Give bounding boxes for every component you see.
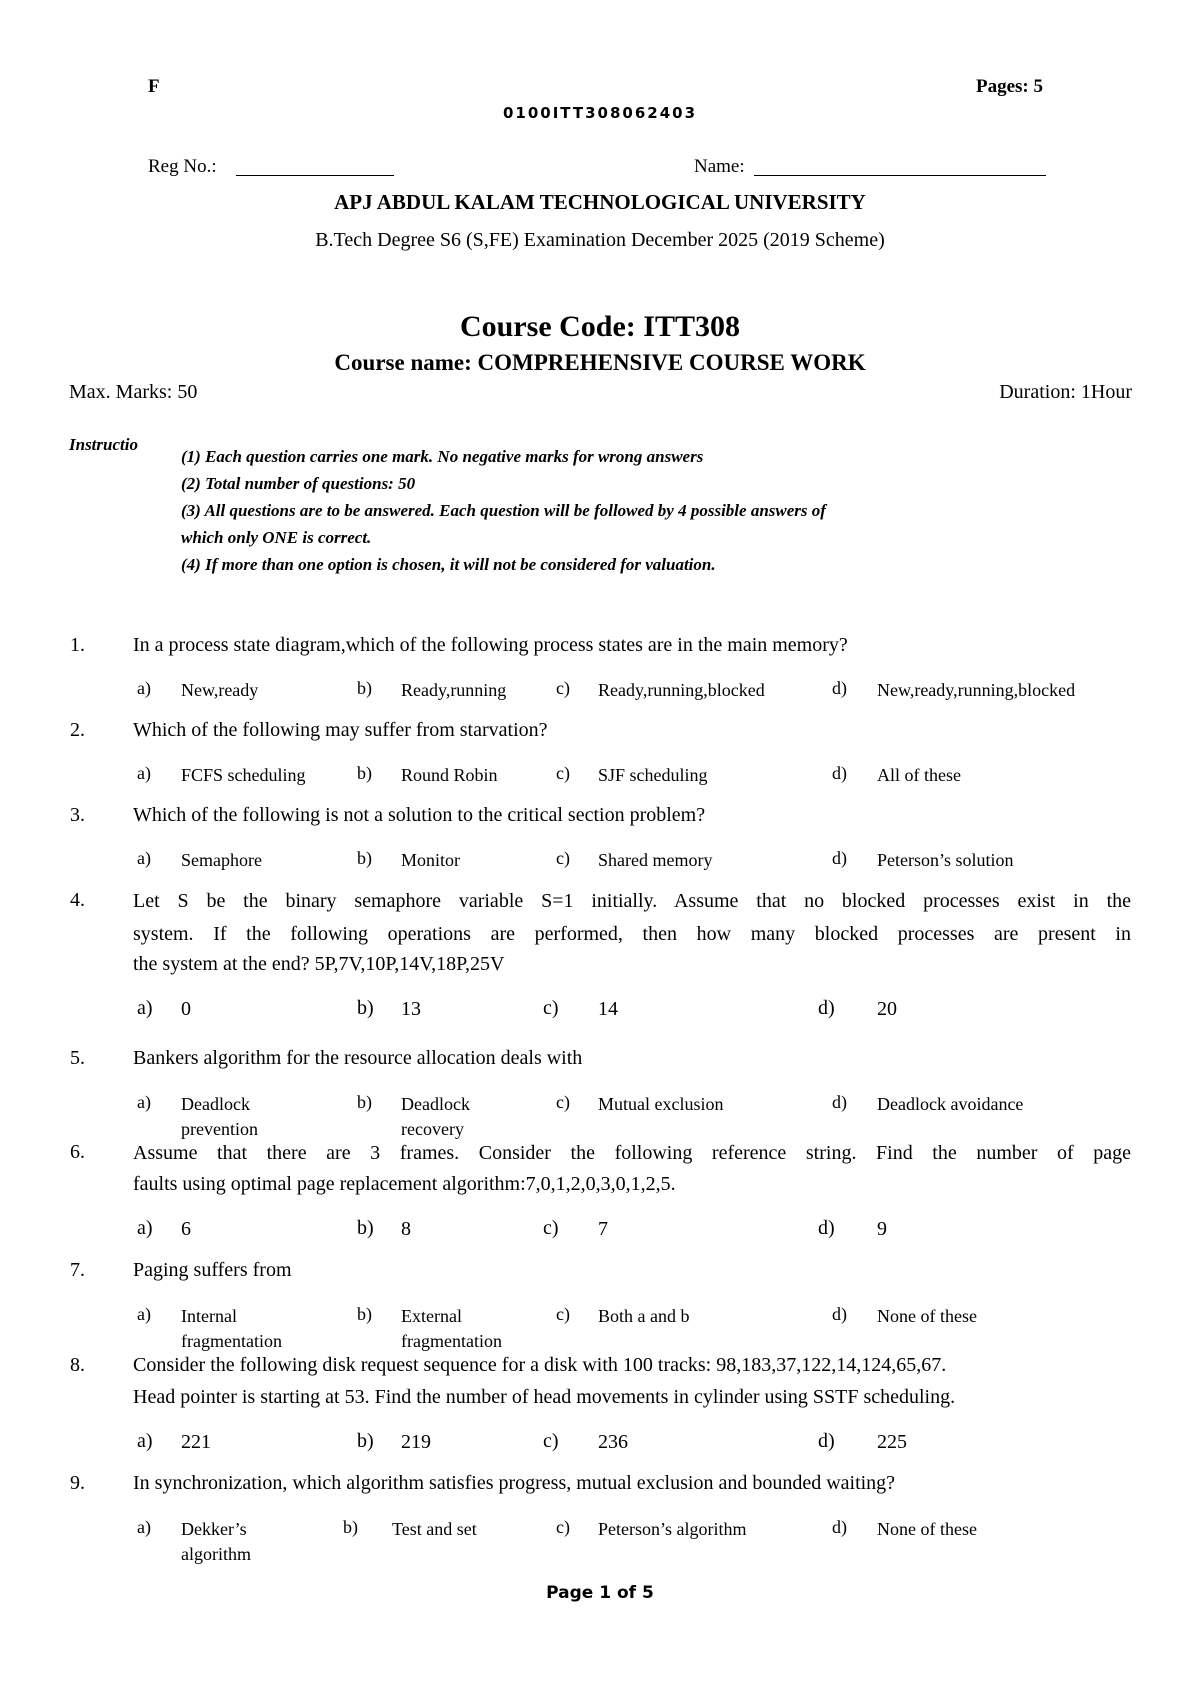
option-letter: a): [137, 1092, 151, 1112]
option-text: 8: [401, 1218, 411, 1240]
option-text: 7: [598, 1218, 608, 1240]
name-field-line: [754, 175, 1046, 176]
instruction-item: (3) All questions are to be answered. Each question will be followed by 4 possible answers of: [181, 501, 826, 520]
option-letter: b): [357, 1217, 374, 1239]
option-letter: b): [357, 678, 372, 698]
option-letter: c): [556, 763, 570, 783]
option-text: New,ready,running,blocked: [877, 680, 1076, 700]
question-text-line: Consider the following disk request sequence for a disk with 100 tracks: 98,183,37,122,14,124,65,67.: [133, 1354, 947, 1376]
option-text: External: [401, 1306, 462, 1326]
option-letter: c): [543, 1217, 559, 1239]
option-letter: b): [357, 848, 372, 868]
option-text: Round Robin: [401, 765, 498, 785]
option-letter: c): [543, 997, 559, 1019]
option-text-line2: prevention: [181, 1119, 258, 1139]
question-text: Paging suffers from: [133, 1259, 292, 1281]
option-text-line2: recovery: [401, 1119, 464, 1139]
option-letter: d): [832, 763, 847, 783]
option-letter: c): [556, 678, 570, 698]
option-text-line2: fragmentation: [181, 1331, 282, 1351]
university-name: APJ ABDUL KALAM TECHNOLOGICAL UNIVERSITY: [334, 190, 866, 214]
question-number: 3.: [70, 804, 85, 826]
question-text-line: faults using optimal page replacement algorithm:7,0,1,2,0,3,0,1,2,5.: [133, 1173, 676, 1195]
option-letter: d): [818, 997, 835, 1019]
option-text: 9: [877, 1218, 887, 1240]
instructions-label: Instructio: [69, 435, 138, 454]
option-text: FCFS scheduling: [181, 765, 306, 785]
set-letter: F: [148, 76, 160, 97]
max-marks: Max. Marks: 50: [69, 381, 198, 403]
option-text: 225: [877, 1431, 907, 1453]
option-text: Deadlock: [401, 1094, 470, 1114]
option-letter: d): [832, 1517, 847, 1537]
question-number: 6.: [70, 1141, 85, 1163]
instruction-item: (4) If more than one option is chosen, it will not be considered for valuation.: [181, 555, 716, 574]
question-number: 8.: [70, 1354, 85, 1376]
option-text: Ready,running,blocked: [598, 680, 765, 700]
option-text-line2: fragmentation: [401, 1331, 502, 1351]
option-letter: c): [556, 848, 570, 868]
reg-no-field-line: [236, 175, 394, 176]
option-letter: a): [137, 997, 153, 1019]
option-letter: d): [832, 1304, 847, 1324]
option-letter: c): [556, 1092, 570, 1112]
name-label: Name:: [694, 156, 745, 177]
course-name: Course name: COMPREHENSIVE COURSE WORK: [334, 350, 866, 375]
option-text: Peterson’s algorithm: [598, 1519, 747, 1539]
option-text-line2: algorithm: [181, 1544, 251, 1564]
option-text: 221: [181, 1431, 211, 1453]
option-text: None of these: [877, 1306, 977, 1326]
option-letter: d): [832, 678, 847, 698]
option-text: 236: [598, 1431, 628, 1453]
option-text: Monitor: [401, 850, 461, 870]
option-letter: b): [357, 1304, 372, 1324]
option-letter: a): [137, 1217, 153, 1239]
option-text: New,ready: [181, 680, 259, 700]
option-text: Internal: [181, 1306, 237, 1326]
instruction-item: which only ONE is correct.: [181, 528, 372, 547]
option-text: Semaphore: [181, 850, 262, 870]
question-paper-code: 0100ITT308062403: [502, 104, 698, 122]
option-letter: d): [818, 1430, 835, 1452]
page-number-footer: Page 1 of 5: [546, 1583, 654, 1603]
option-text: Dekker’s: [181, 1519, 247, 1539]
option-text: Deadlock avoidance: [877, 1094, 1024, 1114]
question-text-line: Let S be the binary semaphore variable S=1 initially. Assume that no blocked processes exist in the: [133, 890, 1131, 912]
option-text: 6: [181, 1218, 191, 1240]
option-letter: b): [343, 1517, 358, 1537]
option-text: None of these: [877, 1519, 977, 1539]
option-text: 20: [877, 998, 897, 1020]
question-number: 7.: [70, 1259, 85, 1281]
option-text: All of these: [877, 765, 961, 785]
duration: Duration: 1Hour: [999, 381, 1132, 403]
question-number: 4.: [70, 889, 85, 911]
option-letter: b): [357, 1092, 372, 1112]
option-letter: c): [556, 1517, 570, 1537]
question-text-line: Head pointer is starting at 53. Find the number of head movements in cylinder using SSTF scheduling.: [133, 1386, 956, 1408]
option-letter: c): [556, 1304, 570, 1324]
option-letter: b): [357, 997, 374, 1019]
reg-no-label: Reg No.:: [148, 156, 217, 177]
option-text: Deadlock: [181, 1094, 250, 1114]
option-letter: d): [832, 848, 847, 868]
question-text-line: system. If the following operations are performed, then how many blocked processes are present in: [133, 923, 1131, 945]
option-text: Both a and b: [598, 1306, 690, 1326]
option-letter: a): [137, 1517, 151, 1537]
course-code: Course Code: ITT308: [459, 310, 740, 343]
question-text: Bankers algorithm for the resource allocation deals with: [133, 1047, 583, 1069]
option-text: Test and set: [392, 1519, 477, 1539]
option-letter: c): [543, 1430, 559, 1452]
option-letter: d): [832, 1092, 847, 1112]
option-text: Mutual exclusion: [598, 1094, 724, 1114]
question-number: 5.: [70, 1047, 85, 1069]
instruction-item: (2) Total number of questions: 50: [181, 474, 416, 493]
question-number: 1.: [70, 634, 85, 656]
option-text: 14: [598, 998, 618, 1020]
page-count: Pages: 5: [976, 76, 1044, 97]
option-text: Ready,running: [401, 680, 507, 700]
option-letter: a): [137, 763, 151, 783]
question-text: Which of the following is not a solution to the critical section problem?: [133, 804, 706, 826]
option-letter: a): [137, 1430, 153, 1452]
question-text-line: the system at the end? 5P,7V,10P,14V,18P,25V: [133, 953, 505, 975]
question-text: Which of the following may suffer from starvation?: [133, 719, 548, 741]
question-number: 9.: [70, 1472, 85, 1494]
question-text: In synchronization, which algorithm satisfies progress, mutual exclusion and bounded waiting?: [133, 1472, 896, 1494]
exam-title: B.Tech Degree S6 (S,FE) Examination December 2025 (2019 Scheme): [315, 229, 885, 251]
instruction-item: (1) Each question carries one mark. No negative marks for wrong answers: [181, 447, 704, 466]
option-text: 0: [181, 998, 191, 1020]
question-number: 2.: [70, 719, 85, 741]
option-letter: d): [818, 1217, 835, 1239]
option-text: Shared memory: [598, 850, 713, 870]
option-letter: a): [137, 678, 151, 698]
option-letter: b): [357, 763, 372, 783]
option-text: 219: [401, 1431, 431, 1453]
question-text-line: Assume that there are 3 frames. Consider the following reference string. Find the number of page: [133, 1142, 1131, 1164]
option-text: Peterson’s solution: [877, 850, 1014, 870]
option-letter: a): [137, 848, 151, 868]
option-text: 13: [401, 998, 421, 1020]
option-letter: b): [357, 1430, 374, 1452]
option-text: SJF scheduling: [598, 765, 708, 785]
question-text: In a process state diagram,which of the following process states are in the main memory?: [133, 634, 848, 656]
option-letter: a): [137, 1304, 151, 1324]
